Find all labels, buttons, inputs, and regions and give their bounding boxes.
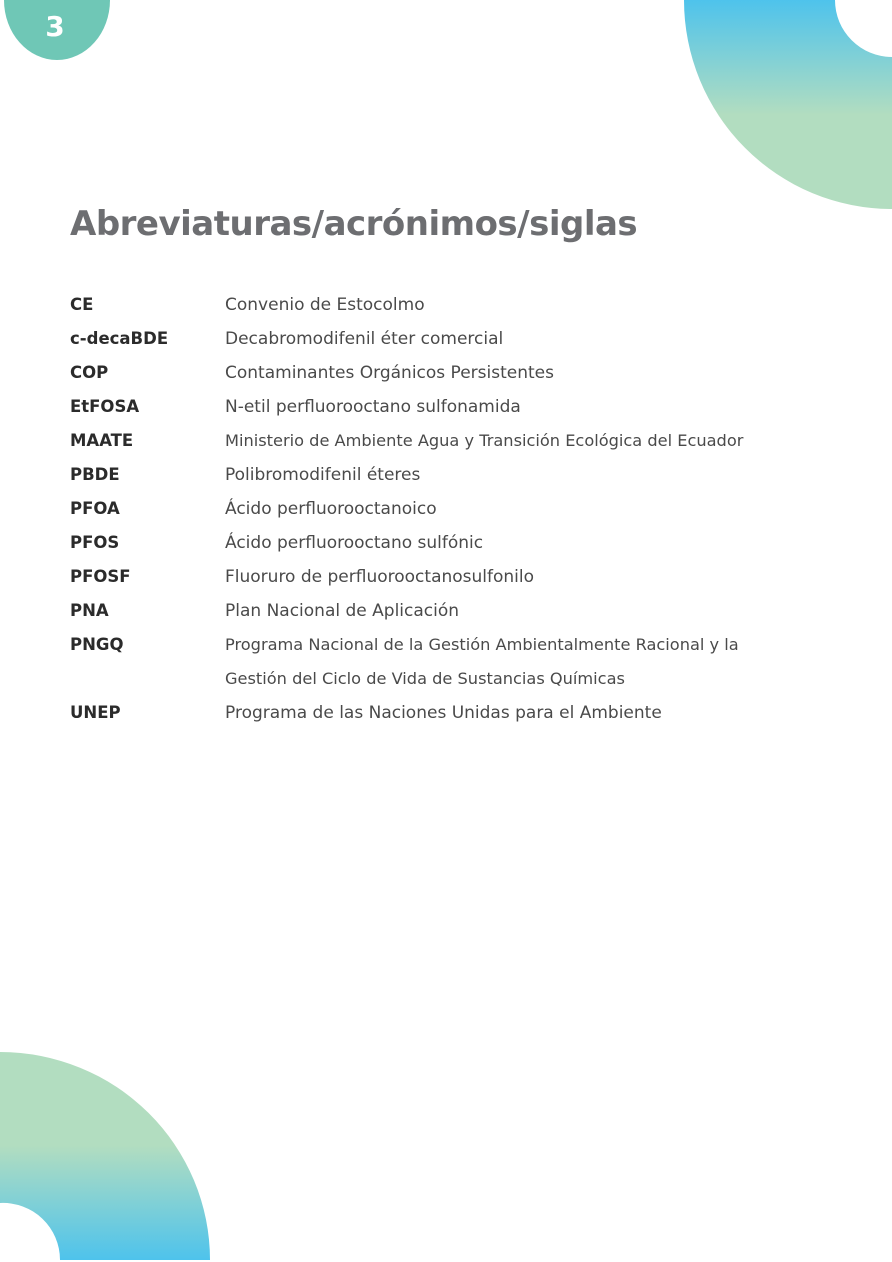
abbreviation-definition: Fluoruro de perfluorooctanosulfonilo: [225, 567, 535, 587]
abbreviation-definition: N-etil perfluorooctano sulfonamida: [225, 397, 521, 417]
abbreviation-row: [70, 594, 830, 628]
abbreviation-term: CE: [70, 295, 94, 314]
abbreviation-definition: Ácido perfluorooctano sulfónic: [225, 533, 484, 553]
abbreviation-row: [70, 322, 830, 356]
abbreviation-row: [70, 424, 830, 458]
abbreviation-definition: Polibromodifenil éteres: [225, 465, 421, 485]
abbreviation-term: UNEP: [70, 703, 121, 722]
abbreviation-definition: Convenio de Estocolmo: [225, 295, 425, 315]
page-number: 3: [45, 9, 65, 43]
abbreviation-definition: Programa de las Naciones Unidas para el Ambiente: [225, 703, 662, 723]
page-title: Abreviaturas/acrónimos/siglas: [70, 204, 638, 244]
abbreviation-definition: Decabromodifenil éter comercial: [225, 329, 504, 349]
abbreviation-definition: [225, 628, 830, 696]
abbreviation-row: [70, 288, 830, 322]
abbreviation-definition: Ministerio de Ambiente Agua y Transición Ecológica del Ecuador: [225, 431, 744, 450]
abbreviation-row: [70, 356, 830, 390]
abbreviation-term: PFOA: [70, 499, 120, 518]
abbreviation-term: MAATE: [70, 431, 134, 450]
abbreviation-row: [70, 492, 830, 526]
abbreviation-row: [70, 628, 830, 696]
abbreviation-row: [70, 526, 830, 560]
abbreviation-row: [70, 458, 830, 492]
abbreviation-row: [70, 696, 830, 730]
abbreviation-term: PFOSF: [70, 567, 131, 586]
abbreviation-row: [70, 560, 830, 594]
abbreviation-term: PFOS: [70, 533, 120, 552]
abbreviation-term: EtFOSA: [70, 397, 140, 416]
abbreviation-definition: Ácido perfluorooctanoico: [225, 499, 437, 519]
abbreviation-row: [70, 390, 830, 424]
abbreviation-definition: Plan Nacional de Aplicación: [225, 601, 460, 621]
abbreviation-definition-line: Gestión del Ciclo de Vida de Sustancias Químicas: [225, 669, 625, 688]
top-right-arc: [684, 0, 892, 209]
abbreviation-term: PNA: [70, 601, 109, 620]
abbreviation-term: COP: [70, 363, 109, 382]
abbreviation-term: PBDE: [70, 465, 120, 484]
abbreviation-definition: Contaminantes Orgánicos Persistentes: [225, 363, 554, 383]
abbreviation-list: [70, 288, 830, 730]
abbreviation-term: PNGQ: [70, 635, 124, 654]
bottom-left-arc: [0, 1052, 210, 1260]
abbreviation-definition-line: Programa Nacional de la Gestión Ambientalmente Racional y la: [225, 635, 739, 654]
abbreviation-term: c-decaBDE: [70, 329, 169, 348]
